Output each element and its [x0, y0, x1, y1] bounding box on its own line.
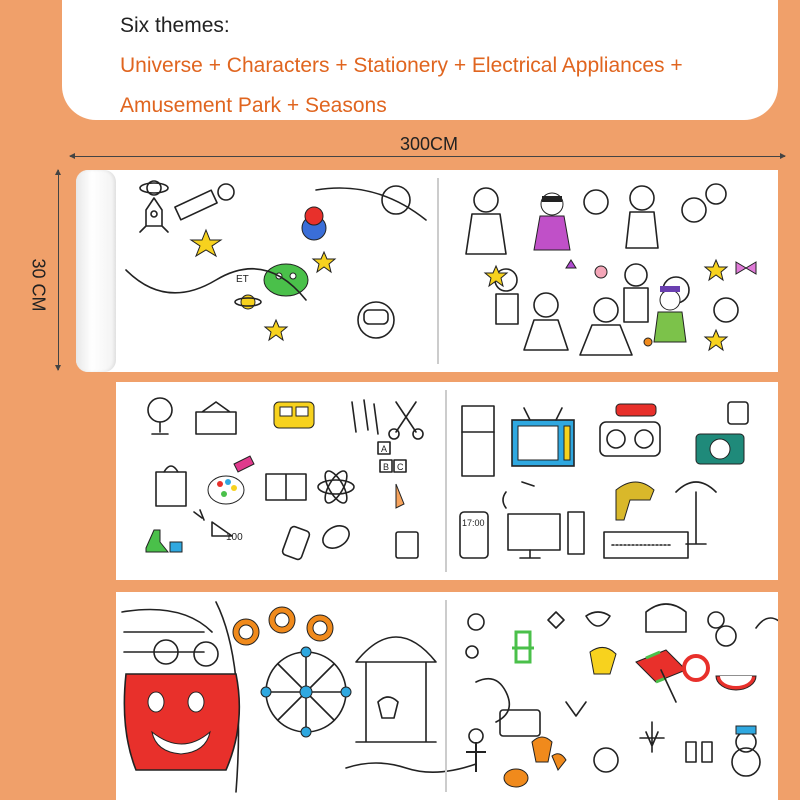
themes-line-1: Universe + Characters + Stationery + Electrical Appliances + [120, 54, 683, 77]
width-dimension-arrow [70, 156, 785, 157]
height-dimension-arrow [58, 170, 59, 370]
letter-block-c: C [397, 462, 404, 472]
themes-heading: Six themes: [120, 14, 230, 37]
strip-2-artwork [116, 382, 778, 580]
et-sign: ET [236, 274, 249, 285]
themes-line-2: Amusement Park + Seasons [120, 94, 387, 117]
characters-panel [466, 184, 756, 355]
theme-info-box [62, 0, 778, 120]
letter-block-a: A [381, 444, 388, 454]
amusement-park-panel [122, 602, 476, 792]
paper-roll-end [76, 170, 116, 372]
strip-3-artwork [116, 592, 778, 800]
coloring-roll-strip-1 [76, 170, 778, 372]
seasons-panel [466, 604, 778, 787]
appliances-panel [460, 402, 748, 558]
score-100-label: 100 [226, 532, 243, 543]
sunflower-garland [233, 607, 333, 645]
coloring-roll-strip-3 [116, 592, 778, 800]
phone-clock-label: 17:00 [462, 518, 485, 528]
strip-1-artwork [76, 170, 778, 372]
coloring-roll-strip-2 [116, 382, 778, 580]
letter-block-b: B [383, 462, 390, 472]
universe-panel [126, 181, 426, 340]
width-dimension-label: 300CM [400, 134, 459, 154]
stationery-panel [146, 398, 423, 561]
